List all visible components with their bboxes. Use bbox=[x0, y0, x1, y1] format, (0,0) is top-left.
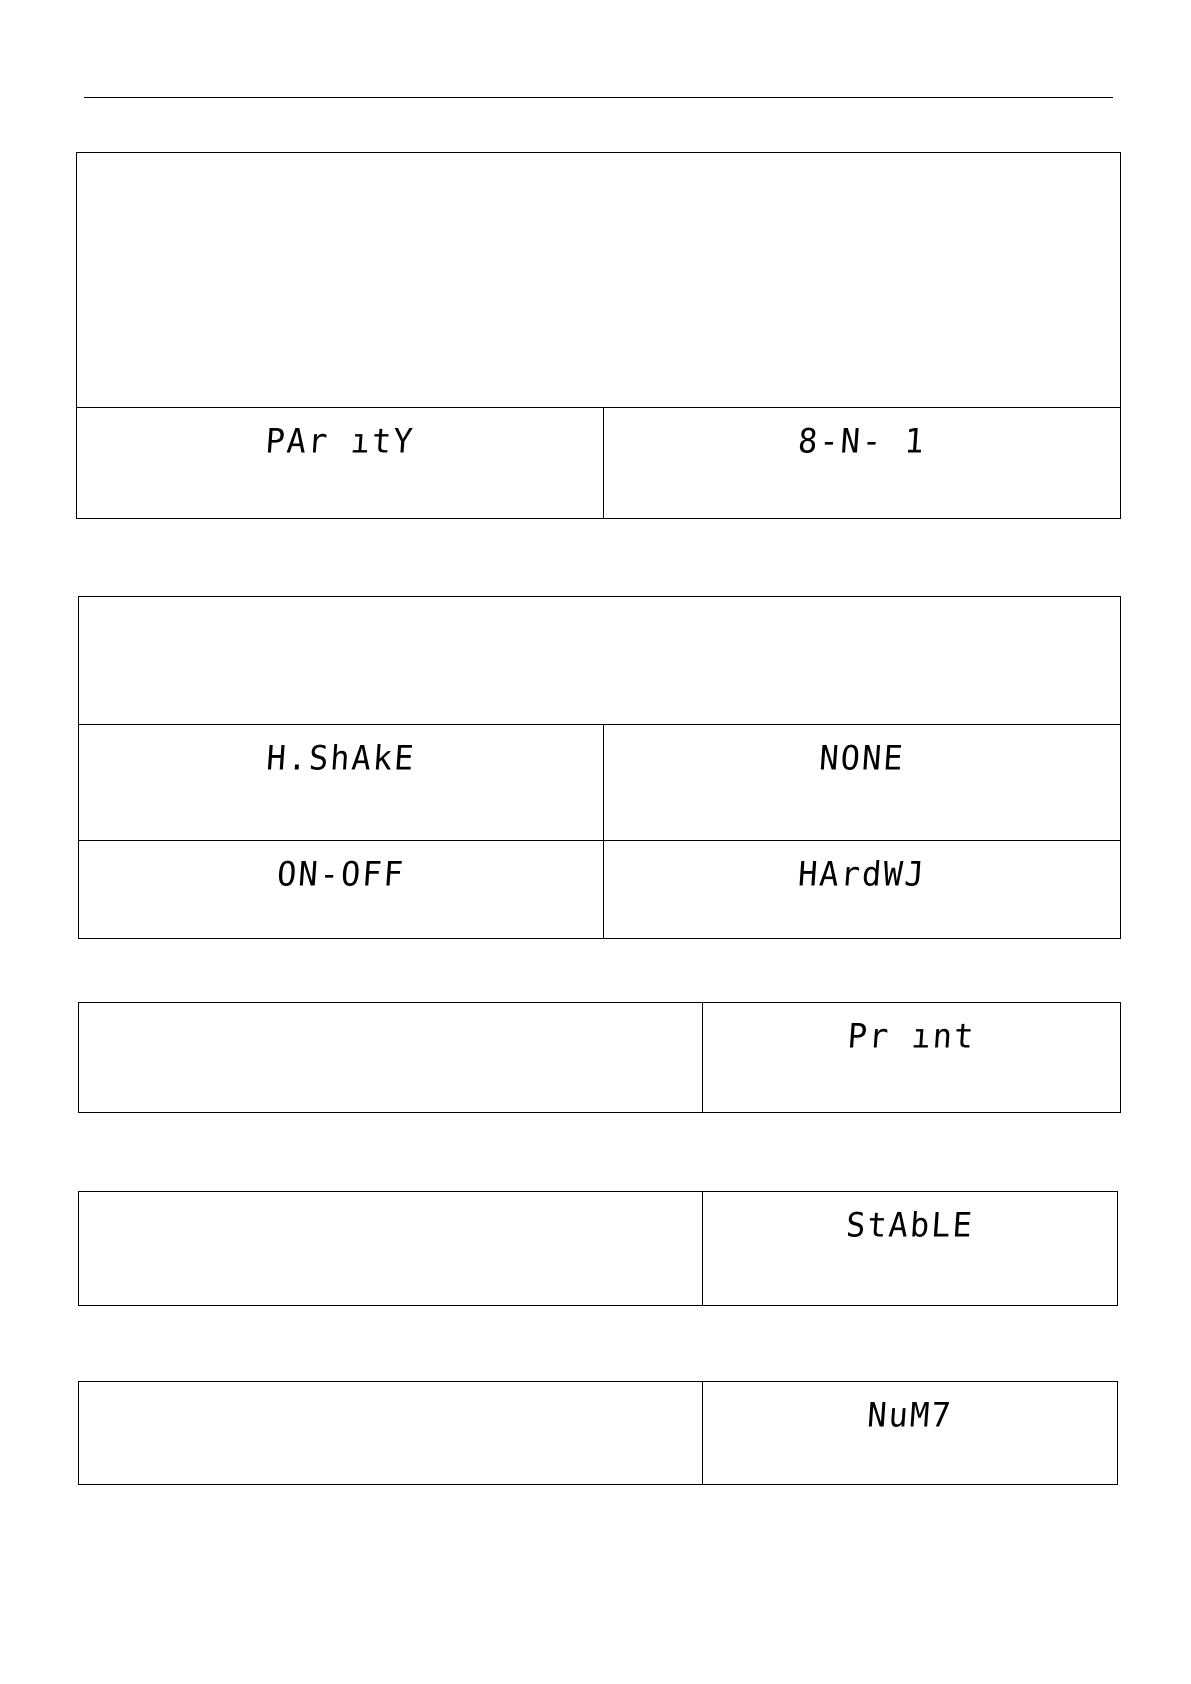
handshake-row-2 bbox=[79, 840, 1120, 938]
stable-value-display: StAbLE bbox=[844, 1205, 976, 1245]
parity-value-display: 8-N- 1 bbox=[796, 421, 928, 461]
num-value-cell bbox=[702, 1382, 1117, 1484]
parity-description-row bbox=[77, 153, 1120, 407]
header-rule bbox=[84, 97, 1113, 98]
stable-description-cell bbox=[79, 1192, 702, 1305]
num-description-cell bbox=[79, 1382, 702, 1484]
num-table bbox=[78, 1381, 1118, 1485]
parity-table bbox=[76, 152, 1121, 519]
handshake-row-1 bbox=[79, 724, 1120, 840]
parity-setting-row bbox=[77, 407, 1120, 518]
num-value-display: NuM7 bbox=[866, 1395, 954, 1435]
stable-value-cell bbox=[702, 1192, 1117, 1305]
handshake-value-cell bbox=[603, 725, 1120, 840]
handshake-table bbox=[78, 596, 1121, 939]
print-table bbox=[78, 1002, 1121, 1113]
handshake-description-row bbox=[79, 597, 1120, 724]
parity-setting-display: PAr ıtY bbox=[264, 421, 416, 461]
print-value-display: Pr ınt bbox=[846, 1016, 977, 1056]
handshake-setting-cell bbox=[79, 725, 603, 840]
stable-table bbox=[78, 1191, 1118, 1306]
onoff-setting-cell bbox=[79, 841, 603, 938]
print-description-cell bbox=[79, 1003, 702, 1112]
parity-value-cell bbox=[603, 408, 1120, 518]
print-value-cell bbox=[702, 1003, 1120, 1112]
hardware-value-display: HArdWJ bbox=[796, 854, 928, 894]
onoff-setting-display: ON-OFF bbox=[275, 854, 407, 894]
hardware-value-cell bbox=[603, 841, 1120, 938]
parity-setting-cell bbox=[77, 408, 603, 518]
handshake-value-display: NONE bbox=[818, 738, 906, 778]
handshake-setting-display: H.ShAkE bbox=[265, 738, 417, 778]
